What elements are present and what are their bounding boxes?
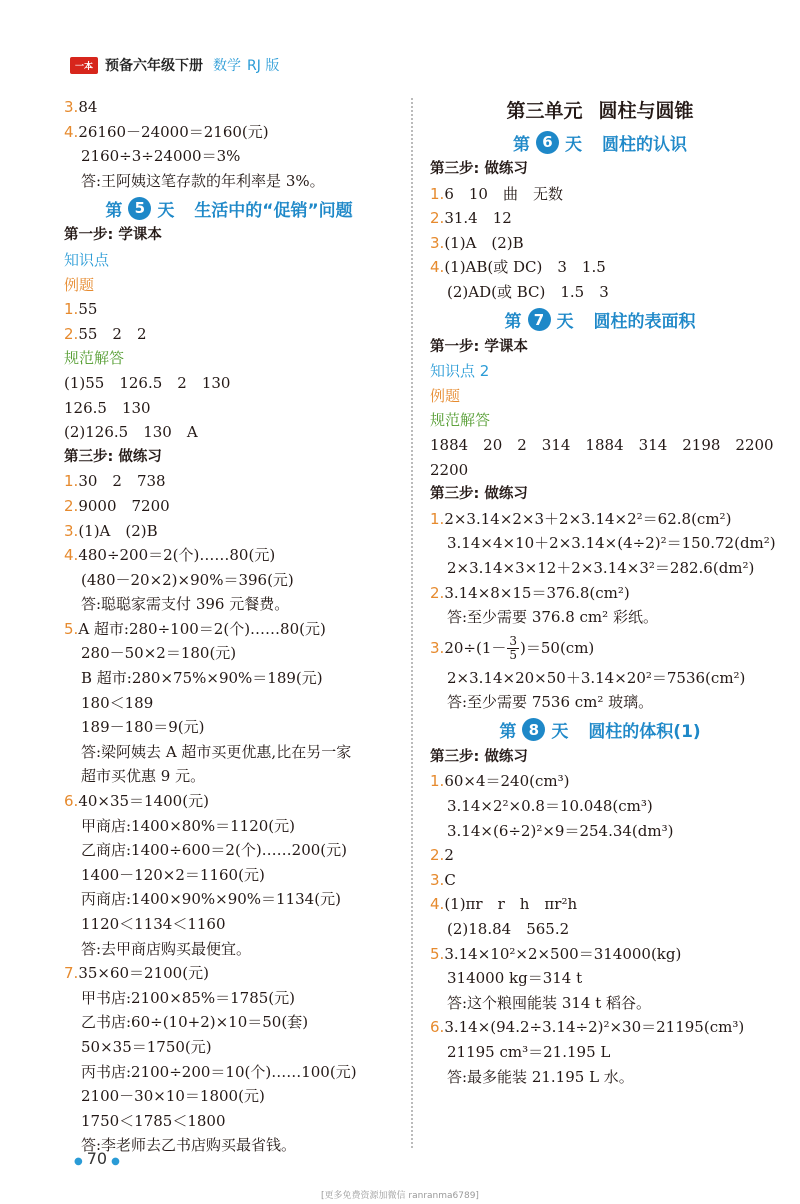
item-number: 4. xyxy=(430,258,445,277)
answer-item xyxy=(430,507,770,532)
fraction-denominator: 5 xyxy=(509,648,518,663)
column-divider xyxy=(411,98,413,1148)
answer-line: (1)55 126.5 2 130 xyxy=(64,373,231,392)
dot-icon: ● xyxy=(74,1156,83,1167)
item-number: 4. xyxy=(430,895,445,914)
answer-item xyxy=(64,543,394,568)
item-number: 2. xyxy=(64,324,79,343)
item-number: 3. xyxy=(430,638,445,657)
answer-line: 答:至少需要 7536 cm² 玻璃。 xyxy=(447,693,654,712)
answer-line: 乙商店:1400÷600＝2(个)……200(元) xyxy=(81,841,348,860)
answer-item xyxy=(64,519,394,544)
answer-line: (2)18.84 565.2 xyxy=(447,920,570,939)
item-number: 7. xyxy=(64,964,79,983)
answer-item xyxy=(430,581,770,606)
item-number: 4. xyxy=(64,546,79,565)
day-suffix: 天 xyxy=(551,722,569,743)
step-heading: 第一步: 学课本 xyxy=(64,227,162,244)
answer-text: 84 xyxy=(78,98,98,116)
answer-item xyxy=(430,630,770,666)
item-number: 1. xyxy=(64,300,79,319)
answer-item xyxy=(64,120,394,145)
answer-line: (480－20×2)×90%＝396(元) xyxy=(81,570,294,589)
answer-line: 甲书店:2100×85%＝1785(元) xyxy=(81,988,296,1007)
day-title: 生活中的“促销”问题 xyxy=(194,200,353,221)
step-heading: 第一步: 学课本 xyxy=(430,338,528,355)
answer-line: 1884 20 2 314 1884 314 2198 2200 xyxy=(430,435,774,454)
day-number-badge: 6 xyxy=(536,131,559,154)
answer-item xyxy=(430,255,770,280)
step-heading: 第三步: 做练习 xyxy=(64,448,162,465)
day-prefix: 第 xyxy=(504,312,522,333)
day-suffix: 天 xyxy=(565,134,582,155)
answer-item xyxy=(64,297,394,322)
item-number: 5. xyxy=(64,619,79,638)
section-label: 知识点 xyxy=(64,250,110,269)
answer-line: 2×3.14×20×50＋3.14×20²＝7536(cm²) xyxy=(447,668,746,687)
answer-line: B 超市:280×75%×90%＝189(元) xyxy=(81,669,323,688)
item-number: 2. xyxy=(430,209,445,228)
answer-text: 20÷ xyxy=(444,638,476,657)
item-number: 4. xyxy=(64,122,79,141)
unit-number: 第三单元 xyxy=(506,100,583,122)
answer-line: 2200 xyxy=(430,460,469,479)
unit-title xyxy=(430,95,770,127)
answer-text: 9000 7200 xyxy=(78,496,170,515)
answer-line: (2)AD(或 BC) 1.5 3 xyxy=(447,282,609,301)
item-number: 1. xyxy=(430,184,445,203)
answer-line: 3.14×4×10＋2×3.14×(4÷2)²＝150.72(dm²) xyxy=(447,534,776,553)
answer-text: 3.14×10²×2×500＝314000(kg) xyxy=(444,944,682,963)
answer-item xyxy=(430,843,770,868)
answer-item xyxy=(430,892,770,917)
answer-item xyxy=(430,769,770,794)
day-title: 圆柱的表面积 xyxy=(593,312,696,333)
answer-line: (2)126.5 130 A xyxy=(64,423,198,442)
answer-line: 1120＜1134＜1160 xyxy=(81,915,226,933)
answer-line: 乙书店:60÷(10+2)×10＝50(套) xyxy=(81,1013,309,1032)
section-label: 例题 xyxy=(430,386,461,405)
edition-label: RJ 版 xyxy=(247,58,280,74)
day-prefix: 第 xyxy=(513,134,530,155)
answer-item xyxy=(430,868,770,893)
item-number: 1. xyxy=(64,472,79,491)
day-heading xyxy=(430,715,770,745)
step-heading: 第三步: 做练习 xyxy=(430,748,528,765)
answer-line: 答:李老师去乙书店购买最省钱。 xyxy=(81,1136,297,1155)
answer-line: 答:去甲商店购买最便宜。 xyxy=(81,939,252,958)
answer-line: 3.14×2²×0.8＝10.048(cm³) xyxy=(447,797,653,816)
section-label: 例题 xyxy=(64,275,95,294)
item-number: 6. xyxy=(64,792,79,811)
answer-line: 甲商店:1400×80%＝1120(元) xyxy=(81,816,296,835)
answer-text: 2 xyxy=(444,846,454,865)
answer-line: 答:梁阿姨去 A 超市买更优惠,比在另一家 xyxy=(81,742,352,761)
answer-text: 31.4 12 xyxy=(444,209,512,228)
page-number xyxy=(70,1149,124,1168)
answer-text: 55 2 2 xyxy=(78,324,147,343)
answer-line: 超市买优惠 9 元。 xyxy=(81,767,206,786)
day-title: 圆柱的体积(1) xyxy=(588,722,701,743)
answer-text: 40×35＝1400(元) xyxy=(78,792,209,811)
answer-line: 答:最多能装 21.195 L 水。 xyxy=(447,1067,634,1086)
item-number: 2. xyxy=(64,496,79,515)
item-number: 2. xyxy=(430,846,445,865)
step-heading: 第三步: 做练习 xyxy=(430,486,528,503)
step-heading: 第三步: 做练习 xyxy=(430,161,528,177)
item-number: 3. xyxy=(64,521,79,540)
answer-line: 答:聪聪家需支付 396 元餐费。 xyxy=(81,595,290,614)
footer-watermark: [更多免费资源加微信 ranranma6789] xyxy=(321,1191,479,1201)
right-column xyxy=(430,95,776,1089)
answer-text: 60×4＝240(cm³) xyxy=(444,772,570,791)
left-column xyxy=(64,95,394,1158)
answer-line: 126.5 130 xyxy=(64,398,151,417)
answer-line: 1750＜1785＜1800 xyxy=(81,1111,226,1130)
answer-text: 26160－24000＝2160(元) xyxy=(78,122,269,141)
answer-item xyxy=(64,469,394,494)
answer-line: 2160÷3÷24000＝3% xyxy=(81,147,241,166)
page-number-text: 70 xyxy=(86,1149,108,1168)
answer-line: 丙书店:2100÷200＝10(个)……100(元) xyxy=(81,1062,357,1081)
fraction xyxy=(507,635,519,662)
day-heading xyxy=(64,193,394,223)
answer-item xyxy=(64,961,394,986)
answer-item xyxy=(430,942,770,967)
answer-line: 50×35＝1750(元) xyxy=(81,1037,212,1056)
item-number: 3. xyxy=(430,870,445,889)
item-number: 5. xyxy=(430,944,445,963)
day-suffix: 天 xyxy=(556,312,574,333)
answer-text: 30 2 738 xyxy=(78,472,166,491)
answer-line: 答:至少需要 376.8 cm² 彩纸。 xyxy=(447,608,658,627)
answer-text: 2×3.14×2×3＋2×3.14×2²＝62.8(cm²) xyxy=(444,509,732,528)
answer-text: (1)A (2)B xyxy=(78,521,158,540)
answer-line: 2×3.14×3×12＋2×3.14×3²＝282.6(dm²) xyxy=(447,558,755,577)
answer-line: 答:这个粮囤能装 314 t 稻谷。 xyxy=(447,993,652,1012)
answer-line: 21195 cm³＝21.195 L xyxy=(447,1043,611,1061)
section-label: 知识点 2 xyxy=(430,362,490,381)
answer-item xyxy=(64,95,394,120)
right-column-body xyxy=(430,127,776,1089)
subject-label: 数学 xyxy=(213,58,242,74)
unit-name: 圆柱与圆锥 xyxy=(598,100,694,122)
answer-text: (1)A (2)B xyxy=(444,233,524,252)
answer-item xyxy=(430,1015,770,1040)
item-number: 2. xyxy=(430,583,445,602)
dot-icon: ● xyxy=(111,1156,120,1167)
answer-text: (1－ xyxy=(475,638,507,657)
answer-item xyxy=(64,617,394,642)
item-number: 1. xyxy=(430,772,445,791)
answer-item xyxy=(64,322,394,347)
day-title: 圆柱的认识 xyxy=(602,134,687,155)
fraction-numerator: 3 xyxy=(509,634,518,649)
answer-item xyxy=(430,206,770,231)
answer-text: 3.14×(94.2÷3.14÷2)²×30＝21195(cm³) xyxy=(444,1018,745,1037)
answer-item xyxy=(64,494,394,519)
day-heading xyxy=(430,127,770,157)
answer-text: C xyxy=(444,870,456,889)
answer-text: 480÷200＝2(个)……80(元) xyxy=(78,546,276,565)
answer-line: 答:王阿姨这笔存款的年利率是 3%。 xyxy=(81,171,325,190)
day-prefix: 第 xyxy=(105,200,123,221)
answer-line: 280－50×2＝180(元) xyxy=(81,644,237,663)
answer-line: 1400－120×2＝1160(元) xyxy=(81,865,265,884)
section-label: 规范解答 xyxy=(64,349,125,368)
answer-line: 2100－30×10＝1800(元) xyxy=(81,1087,265,1106)
day-number-badge: 7 xyxy=(528,308,551,331)
answer-text: (1)AB(或 DC) 3 1.5 xyxy=(444,258,606,277)
answer-text: )＝50(cm) xyxy=(520,638,595,657)
item-number: 6. xyxy=(430,1018,445,1037)
page-header xyxy=(70,55,285,75)
publisher-logo: 一本 xyxy=(70,57,98,74)
answer-line: 180＜189 xyxy=(81,693,154,712)
day-number-badge: 5 xyxy=(128,197,151,220)
day-prefix: 第 xyxy=(499,722,517,743)
item-number: 3. xyxy=(430,233,445,252)
day-number-badge: 8 xyxy=(522,718,545,741)
book-title: 预备六年级下册 xyxy=(105,58,204,74)
answer-item xyxy=(430,182,770,207)
answer-text: 35×60＝2100(元) xyxy=(78,964,209,983)
answer-line: 3.14×(6÷2)²×9＝254.34(dm³) xyxy=(447,821,674,840)
answer-text: 55 xyxy=(78,300,98,319)
answer-text: 3.14×8×15＝376.8(cm²) xyxy=(444,583,630,602)
answer-line: 丙商店:1400×90%×90%＝1134(元) xyxy=(81,890,341,909)
item-number: 1. xyxy=(430,509,445,528)
section-label: 规范解答 xyxy=(430,411,491,430)
answer-item xyxy=(430,231,770,256)
day-heading xyxy=(430,305,770,335)
answer-line: 189－180＝9(元) xyxy=(81,718,205,737)
answer-text: 6 10 曲 无数 xyxy=(444,184,563,203)
answer-item xyxy=(64,789,394,814)
answer-text: A 超市:280÷100＝2(个)……80(元) xyxy=(78,619,326,638)
day-suffix: 天 xyxy=(157,200,175,221)
answer-line: 314000 kg＝314 t xyxy=(447,969,583,988)
item-number: 3. xyxy=(64,98,79,116)
answer-text: (1)πr r h πr²h xyxy=(444,895,578,914)
